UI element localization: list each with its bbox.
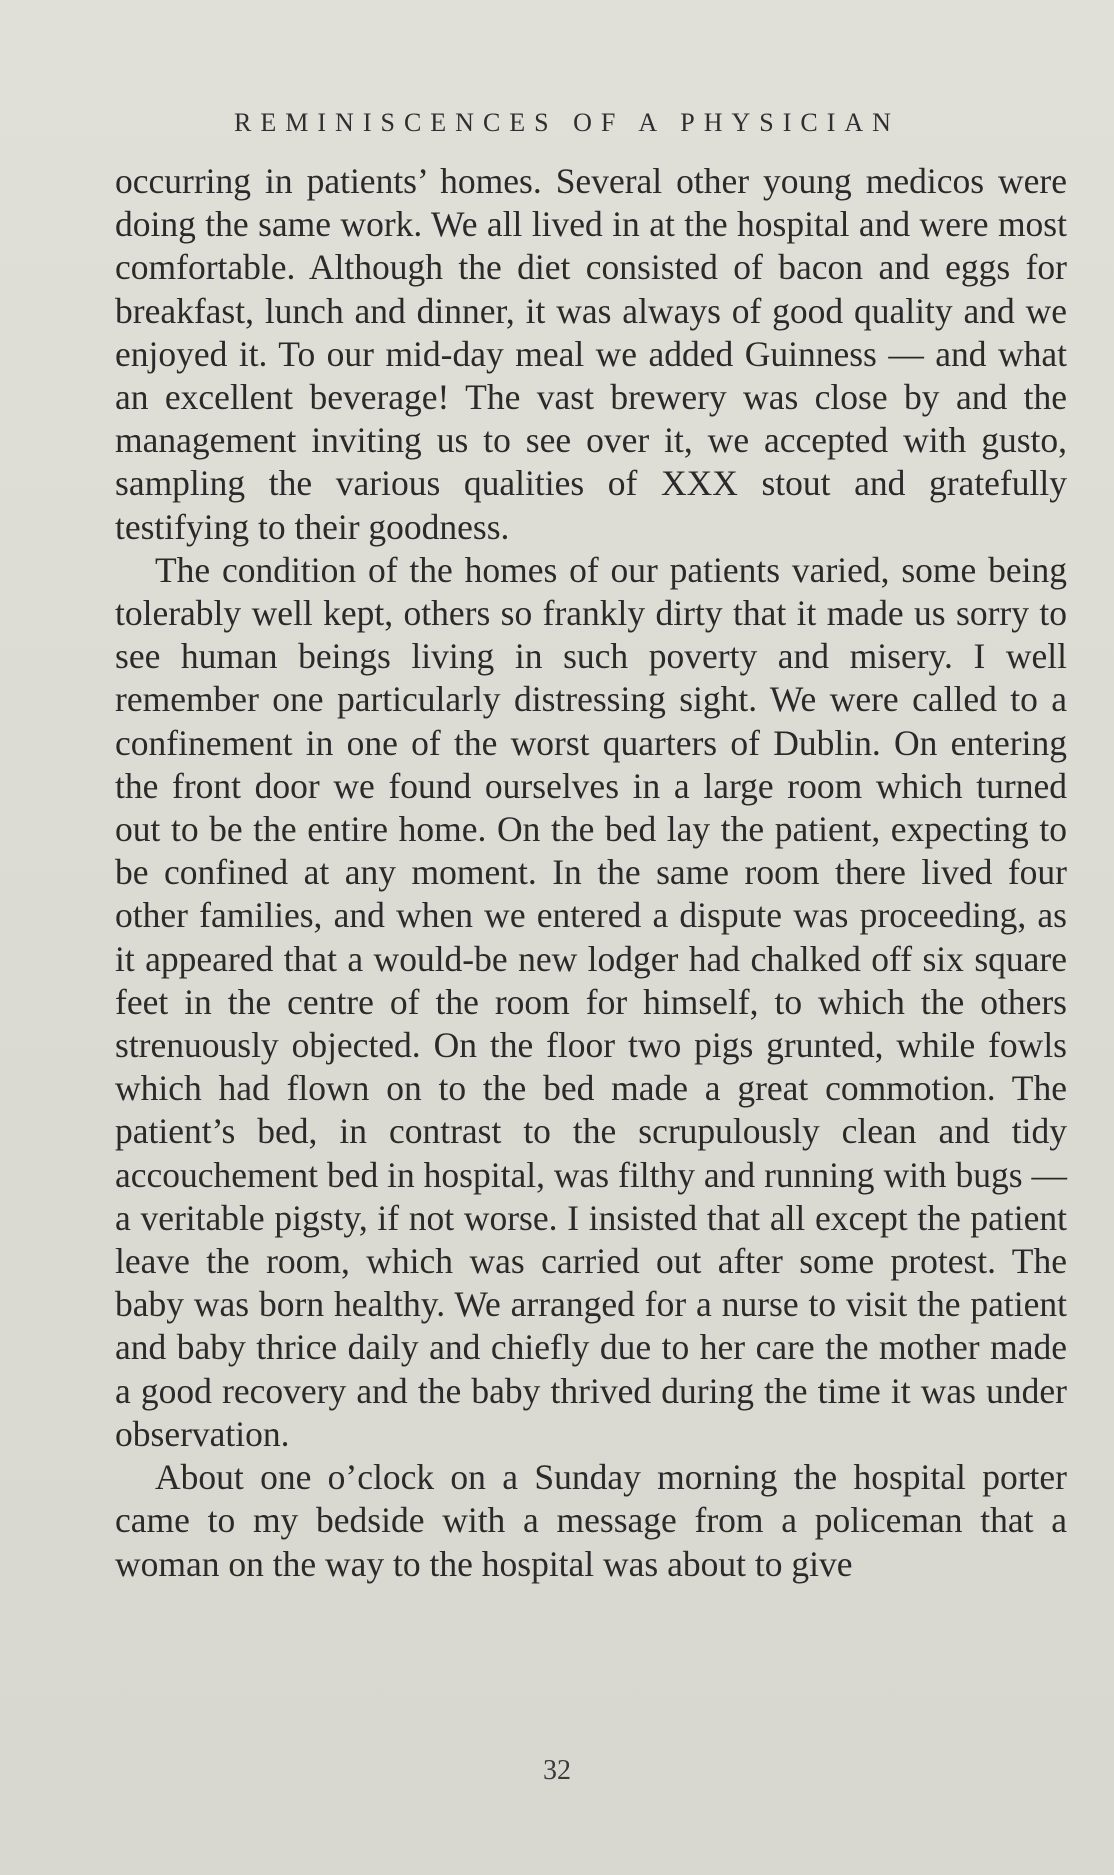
paragraph: occurring in patients’ homes. Several other young medicos were doing the same work. We all lived in at the hospital and were most comfortable. Although the diet consisted of bacon and eggs for breakfast, lunch and dinner, it was always of good quality and we enjoyed it. To our mid-day meal we added Guinness — and what an excellent beverage! The vast brewery was close by and the management inviting us to see over it, we accepted with gusto, sampling the various qualities of XXX stout and gratefully testifying to their goodness. (115, 161, 1067, 547)
page-number: 32 (543, 1755, 571, 1786)
paragraph: The condition of the homes of our patients varied, some being tolerably well kept, others so frankly dirty that it made us sorry to see human beings living in such poverty and misery. I well remember one particularly distressing sight. We were called to a confinement in one of the worst quarters of Dublin. On entering the front door we found ourselves in a large room which turned out to be the entire home. On the bed lay the patient, expecting to be confined at any moment. In the same room there lived four other families, and when we entered a dispute was proceeding, as it appeared that a would-be new lodger had chalked off six square feet in the centre of the room for himself, to which the others strenuously objected. On the floor two pigs grunted, while fowls which had flown on to the bed made a great commotion. The patient’s bed, in contrast to the scrupulously clean and tidy accouchement bed in hospital, was filthy and running with bugs — a veritable pigsty, if not worse. I insisted that all except the patient leave the room, which was carried out after some protest. The baby was born healthy. We arranged for a nurse to visit the patient and baby thrice daily and chiefly due to her care the mother made a good recovery and the baby thrived during the time it was under observation. (115, 549, 1067, 1454)
running-head: REMINISCENCES OF A PHYSICIAN (234, 108, 900, 137)
body-text (115, 160, 1067, 1586)
paragraph: About one o’clock on a Sunday morning the hospital porter came to my bedside with a message from a policeman that a woman on the way to the hospital was about to give (115, 1457, 1067, 1584)
